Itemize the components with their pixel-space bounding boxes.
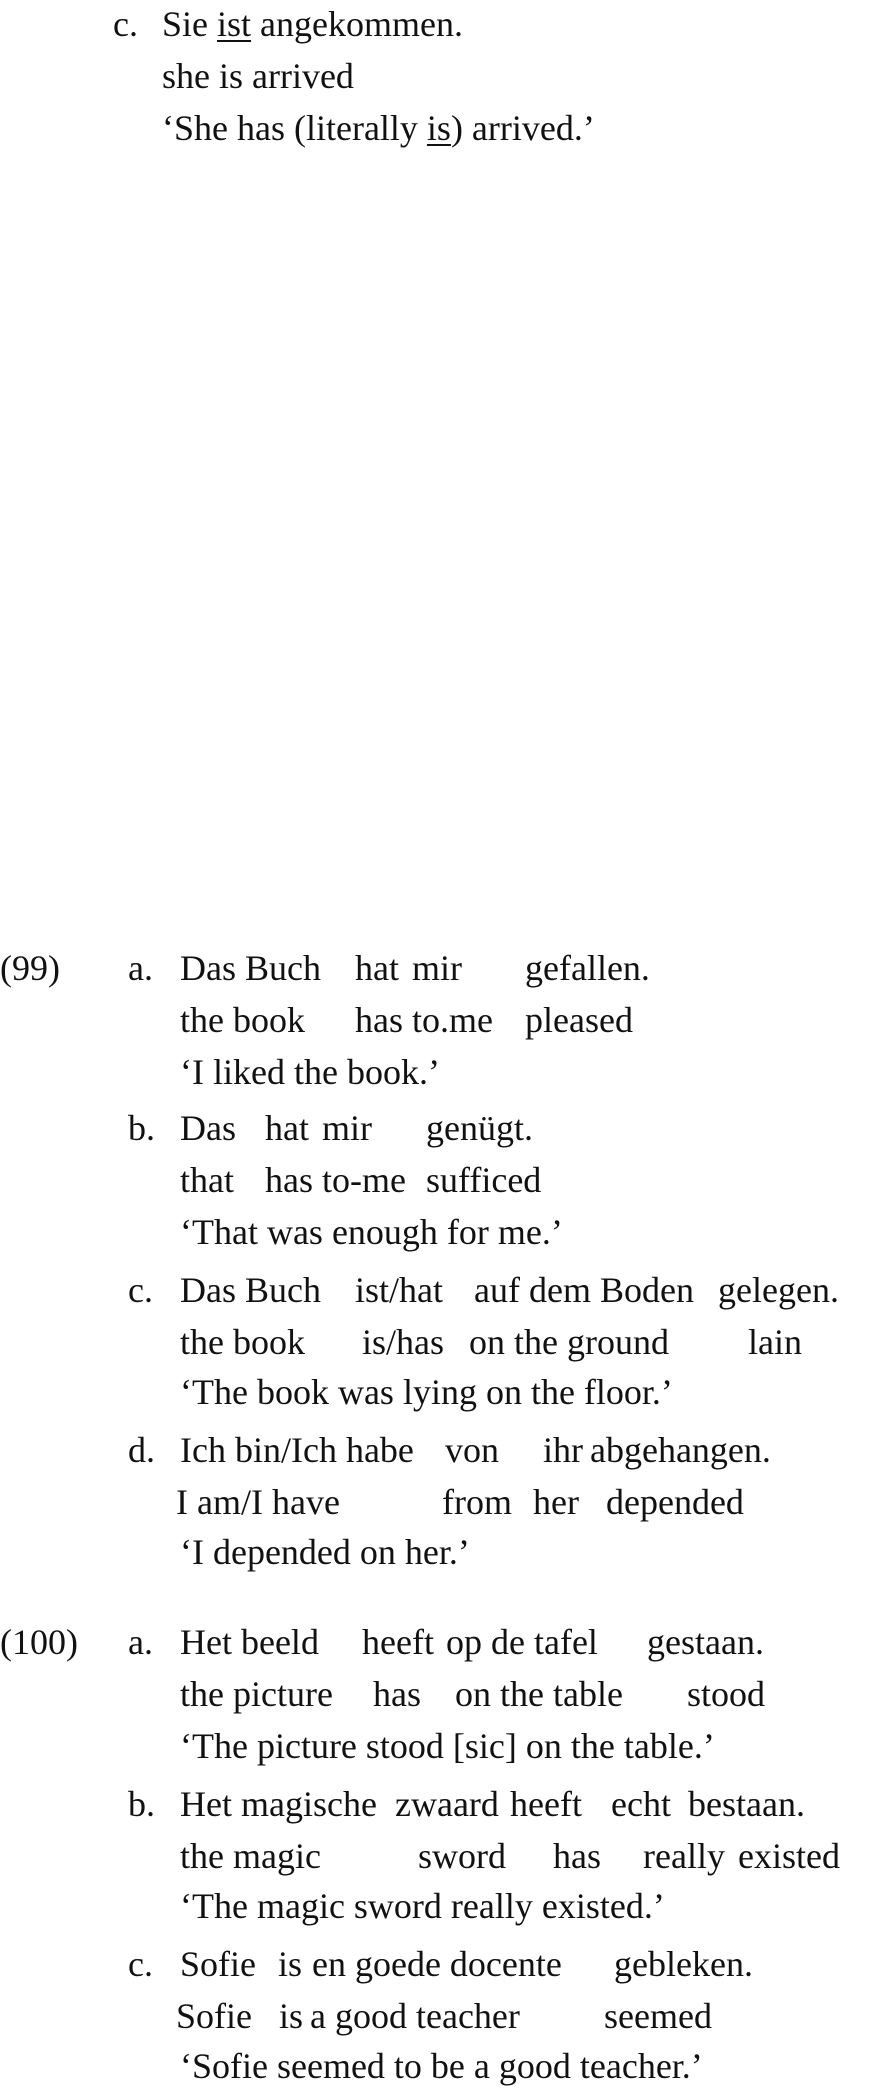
word: en goede docente xyxy=(312,1944,562,1984)
word: echt xyxy=(611,1784,671,1824)
gloss-word: to-me xyxy=(322,1160,406,1200)
word: Het magische xyxy=(180,1784,377,1824)
gloss-word: seemed xyxy=(604,1996,712,2036)
word: heeft xyxy=(362,1622,434,1662)
translation-line xyxy=(162,110,595,146)
item-label: b. xyxy=(128,1108,155,1148)
example-line xyxy=(162,6,463,42)
underlined-word: is xyxy=(426,108,451,148)
word: zwaard xyxy=(395,1784,499,1824)
gloss-word: is xyxy=(279,1996,304,2036)
word: op de tafel xyxy=(446,1622,598,1662)
item-label: c. xyxy=(128,1944,153,1984)
word: Das Buch xyxy=(180,948,321,988)
gloss-word: I am/I have xyxy=(176,1482,340,1522)
gloss-word: sword xyxy=(418,1836,506,1876)
translation-line: ‘Sofie seemed to be a good teacher.’ xyxy=(180,2046,703,2086)
word: hat xyxy=(265,1108,309,1148)
word: hat xyxy=(355,948,399,988)
word: gelegen. xyxy=(718,1270,839,1310)
gloss-word: the book xyxy=(180,1000,305,1040)
word: genügt. xyxy=(426,1108,533,1148)
item-label: a. xyxy=(128,1622,153,1662)
underlined-word: ist xyxy=(217,4,252,44)
translation-line: ‘I liked the book.’ xyxy=(180,1052,440,1092)
gloss-word: her xyxy=(533,1482,579,1522)
gloss-word: the book xyxy=(180,1322,305,1362)
gloss-word: stood xyxy=(687,1674,766,1714)
word: Das xyxy=(180,1108,236,1148)
word: Ich bin/Ich habe xyxy=(180,1430,414,1470)
gloss-word: has xyxy=(265,1160,313,1200)
gloss-word: on the table xyxy=(455,1674,623,1714)
gloss-word: really xyxy=(643,1836,725,1876)
gloss-word: pleased xyxy=(525,1000,633,1040)
word: Sofie xyxy=(180,1944,256,1984)
word: auf dem Boden xyxy=(474,1270,694,1310)
translation-line: ‘The magic sword really existed.’ xyxy=(180,1886,665,1926)
word: is xyxy=(278,1944,303,1984)
gloss-word: existed xyxy=(738,1836,840,1876)
word: abgehangen. xyxy=(590,1430,771,1470)
gloss-word: the picture xyxy=(180,1674,333,1714)
item-label: a. xyxy=(128,948,153,988)
word: gefallen. xyxy=(525,948,650,988)
gloss-word: on the ground xyxy=(469,1322,669,1362)
gloss-line: she is arrived xyxy=(162,56,354,96)
gloss-word: sufficed xyxy=(426,1160,542,1200)
gloss-word: has xyxy=(553,1836,601,1876)
gloss-word: depended xyxy=(606,1482,744,1522)
word: ist/hat xyxy=(355,1270,443,1310)
word: gebleken. xyxy=(614,1944,753,1984)
item-label: d. xyxy=(128,1430,155,1470)
gloss-word: to.me xyxy=(412,1000,493,1040)
word: heeft xyxy=(510,1784,582,1824)
translation-line: ‘That was enough for me.’ xyxy=(180,1212,563,1252)
word: gestaan. xyxy=(647,1622,764,1662)
text: Sie xyxy=(162,4,218,44)
word: Het beeld xyxy=(180,1622,319,1662)
text: ) arrived.’ xyxy=(450,108,595,148)
translation-line: ‘The book was lying on the floor.’ xyxy=(180,1372,673,1412)
gloss-word: from xyxy=(442,1482,512,1522)
gloss-word: has xyxy=(355,1000,403,1040)
gloss-word: lain xyxy=(748,1322,802,1362)
word: von xyxy=(445,1430,499,1470)
text: ‘She has (literally xyxy=(162,108,427,148)
item-label: b. xyxy=(128,1784,155,1824)
text: angekommen. xyxy=(251,4,463,44)
translation-line: ‘I depended on her.’ xyxy=(180,1532,470,1572)
example-number: (99) xyxy=(0,948,60,988)
gloss-word: a good teacher xyxy=(310,1996,520,2036)
word: ihr xyxy=(543,1430,583,1470)
word: bestaan. xyxy=(688,1784,805,1824)
word: mir xyxy=(412,948,462,988)
gloss-word: has xyxy=(373,1674,421,1714)
example-label: c. xyxy=(113,4,138,44)
example-number: (100) xyxy=(0,1622,78,1662)
translation-line: ‘The picture stood [sic] on the table.’ xyxy=(180,1726,715,1766)
gloss-word: is/has xyxy=(362,1322,445,1362)
item-label: c. xyxy=(128,1270,153,1310)
gloss-word: Sofie xyxy=(176,1996,252,2036)
gloss-word: the magic xyxy=(180,1836,321,1876)
word: mir xyxy=(322,1108,372,1148)
gloss-word: that xyxy=(180,1160,234,1200)
word: Das Buch xyxy=(180,1270,321,1310)
